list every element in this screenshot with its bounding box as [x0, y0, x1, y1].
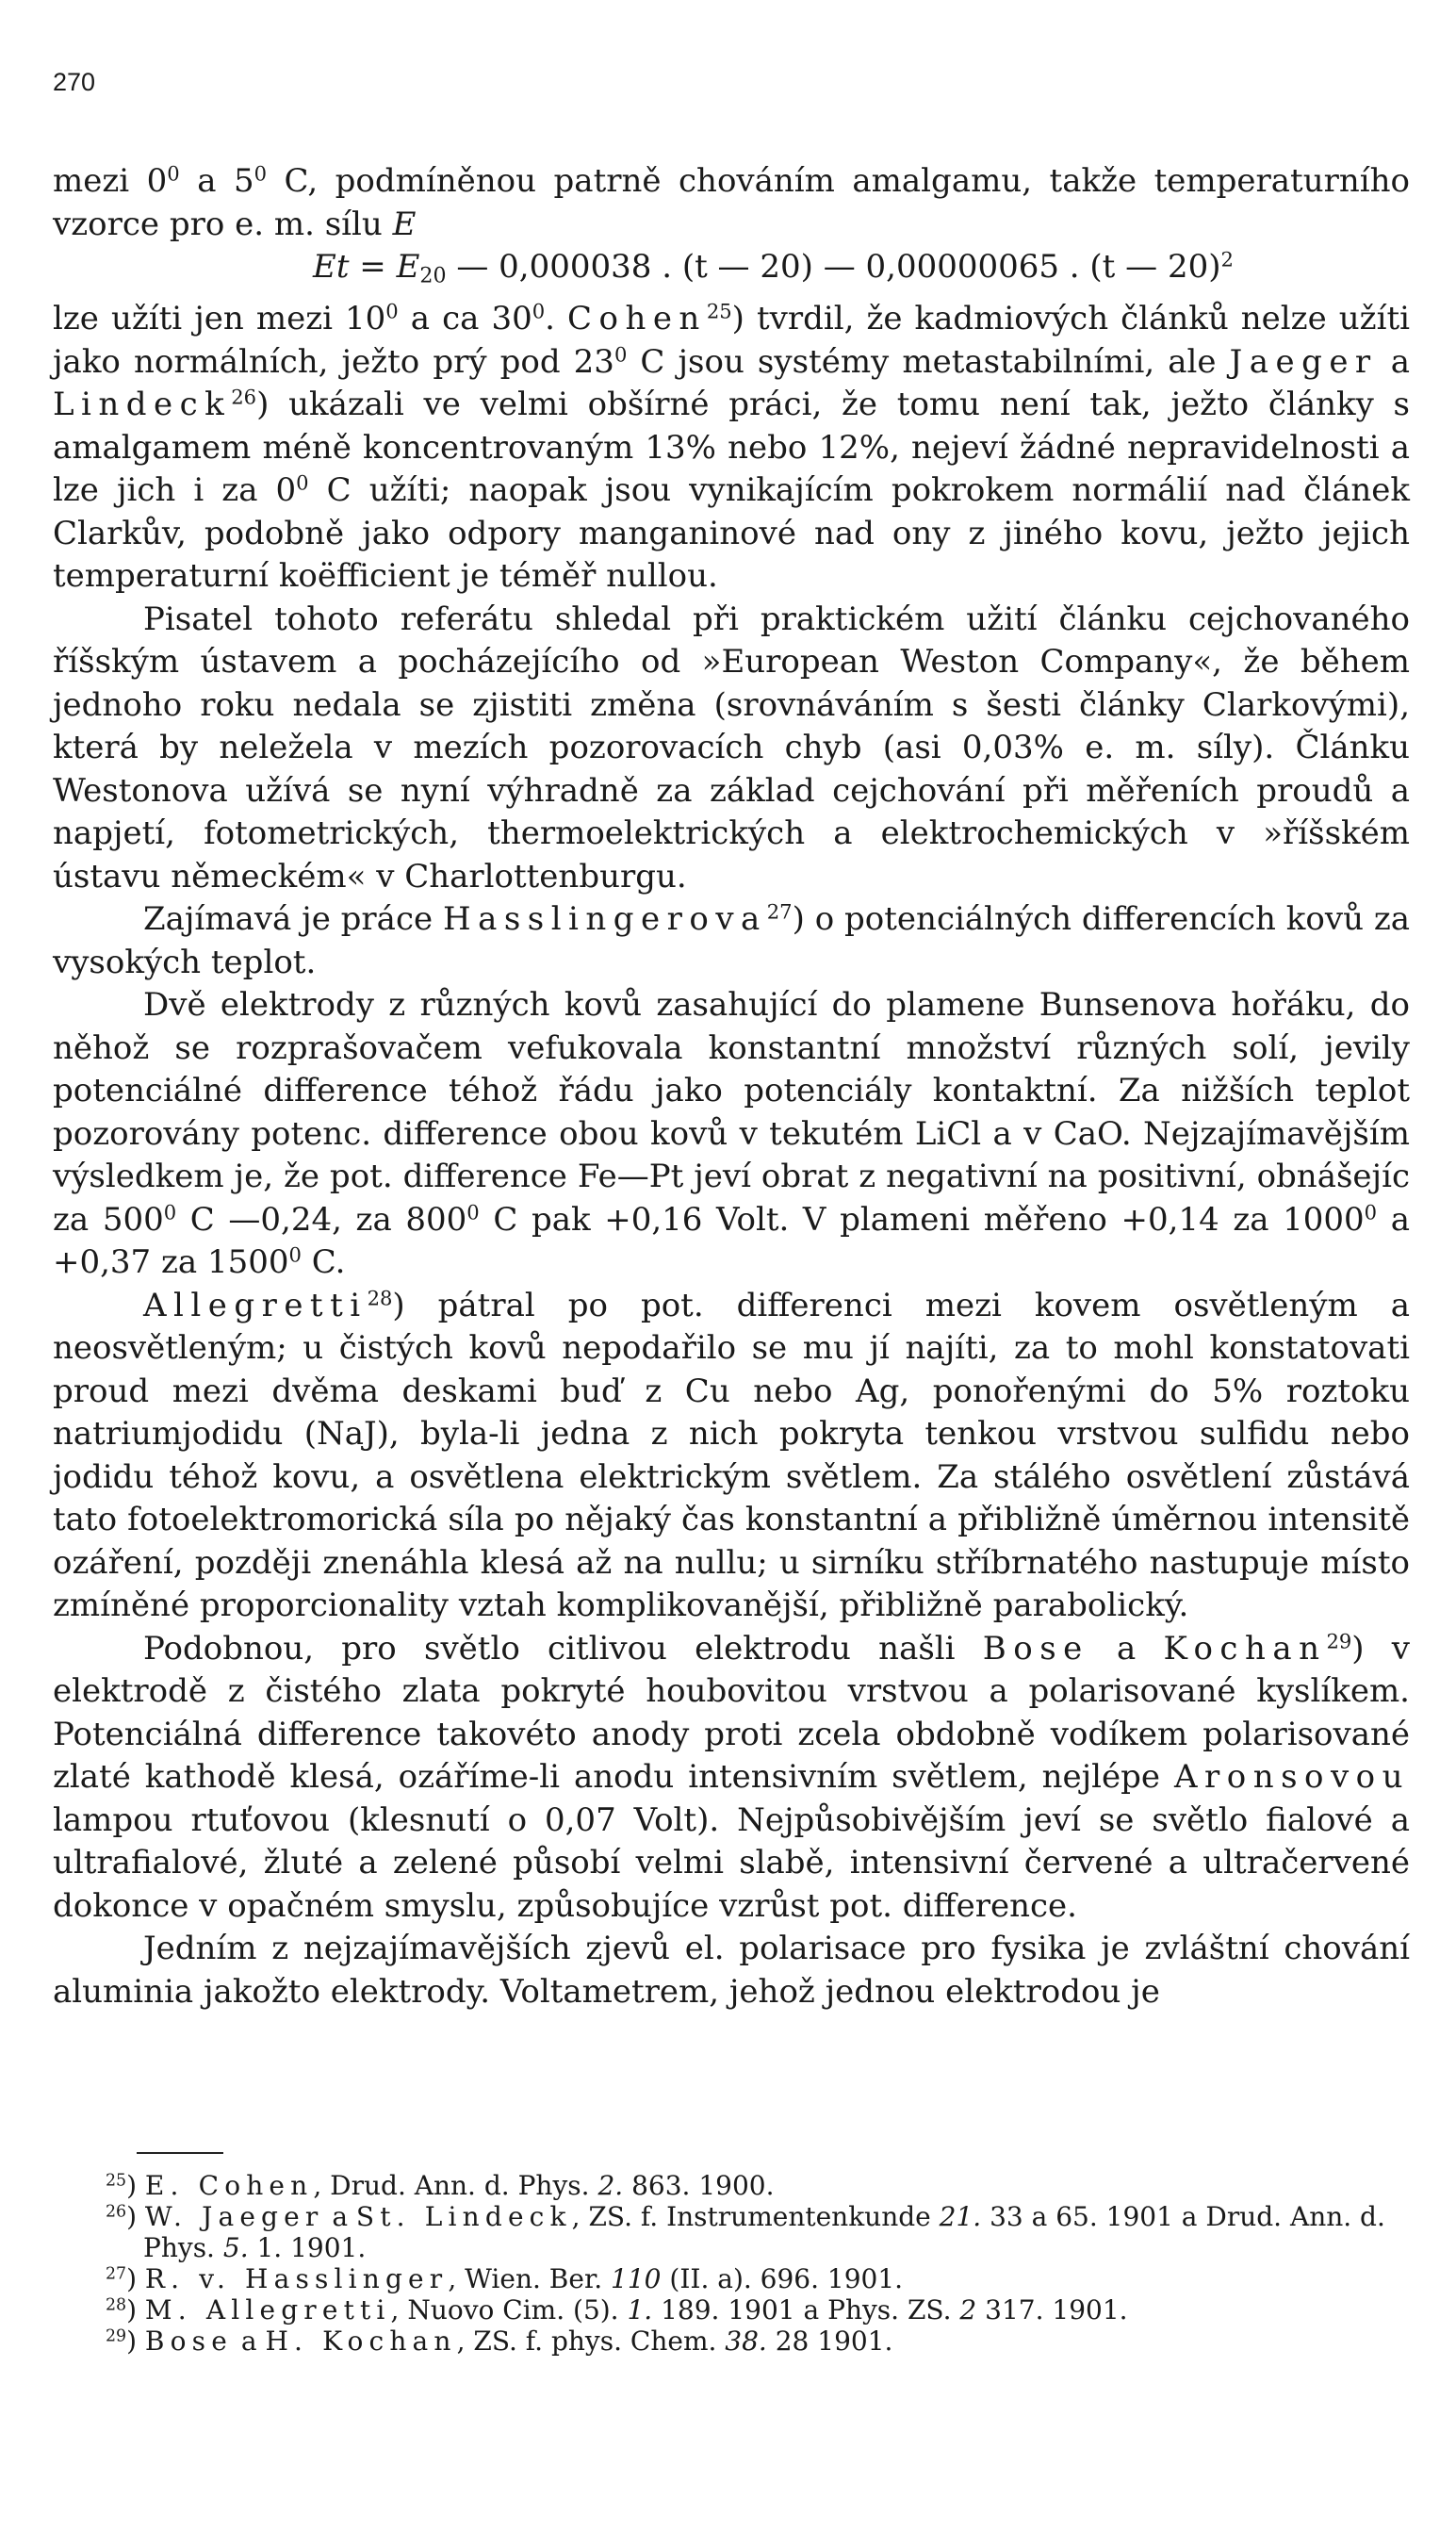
footnote-27: $^{27}$) R. v. Hasslinger, Wien. Ber. 110 (II. a). 696. 1901.	[106, 2263, 904, 2294]
paragraph-4: Zajímavá je práce Hasslingerova$^{27}$) o potenciálných differencích kovů za vysokých teplot.	[53, 899, 1410, 981]
temperature-formula: $Et = E_{20}$ — 0,000038 . (t — 20) — 0,00000065 . (t — 20)$^2$	[313, 247, 1234, 288]
paragraph-5: Dvě elektrody z různých kovů zasahující do plamene Bunsenova hořáku, do něhož se rozprašovačem vefukovala konstantní množství různých solí, jevily potenciálné difference téhož řádu jako potenciály kontaktní. Za nižších teplot pozorovány potenc. difference obou kovů v tekutém LiCl a v CaO. Nejzajímavějším výsledkem je, že pot. difference Fe—Pt jeví obrat z negativní na positivní, obnášejíc za $500^0$ C —0,24, za $800^0$ C pak +0,16 Volt. V plameni měřeno +0,14 za 1000$^0$ a +0,37 za 1500$^0$ C.	[53, 986, 1410, 1282]
footnotes	[53, 2170, 1410, 2357]
author-hasslinger: Hasslingerova	[442, 900, 767, 939]
paragraph-8: Jedním z nejzajímavějších zjevů el. polarisace pro fysika je zvláštní chování aluminia jakožto elektrody. Voltametrem, jehož jednou elektrodou je	[53, 1930, 1410, 2011]
author-jaeger: Jaeger	[1229, 342, 1378, 381]
page-number: 270	[53, 68, 96, 96]
footnote-29: $^{29}$) Bose a H. Kochan, ZS. f. phys. Chem. 38. 28 1901.	[106, 2326, 893, 2357]
paragraph-6: Allegretti$^{28}$) pátral po pot. differenci mezi kovem osvětleným a neosvětleným; u čistých kovů nepodařilo se mu jí najíti, za to mohl konstatovati proud mezi dvěma deskami buď z Cu nebo Ag, ponořenými do 5% roztoku natriumjodidu (NaJ), byla-li jedna z nich pokryta tenkou vrstvou sulfidu nebo jodidu téhož kovu, a osvětlena elektrickým světlem. Za stálého osvětlení zůstává tato fotoelektromorická síla po nějaký čas konstantní a přibližně úměrnou intensitě ozáření, později znenáhla klesá až na nullu; u sirníku stříbrnatého nastupuje místo zmíněné proporcionality vztah komplikovanější, přibližně parabolický.	[53, 1285, 1410, 1625]
author-lindeck: Lindeck	[53, 386, 232, 424]
footnote-ref-25: 25	[706, 299, 732, 323]
footnote-ref-29: 29	[1326, 1628, 1352, 1652]
footnote-ref-28: 28	[367, 1285, 393, 1309]
footnote-28: $^{28}$) M. Allegretti, Nuovo Cim. (5). 1. 189. 1901 a Phys. ZS. 2 317. 1901.	[106, 2294, 1128, 2326]
paragraph-3: Pisatel tohoto referátu shledal při praktickém užití článku cejchovaného říšským ústavem a pocházejícího od »European Weston Company«, že během jednoho roku nedala se zjistiti změna (srovnáváním s šesti články Clarkovými), která by neležela v mezích pozorovacích chyb (asi 0,03% e. m. síly). Článku Westonova užívá se nyní výhradně za základ cejchování při měřeních proudů a napjetí, fotometrických, thermoelektrických a elektrochemických v »říšském ústavu německém« v Charlottenburgu.	[53, 600, 1410, 896]
footnote-ref-26: 26	[231, 385, 257, 409]
footnote-ref-27: 27	[766, 899, 793, 924]
author-bose: Bose	[982, 1629, 1089, 1668]
author-kochan: Kochan	[1163, 1629, 1327, 1668]
body-text	[53, 160, 1410, 2013]
paragraph-7: Podobnou, pro světlo citlivou elektrodu našli Bose a Kochan$^{29}$) v elektrodě z čistého zlata pokryté houbovitou vrstvou a polarisované kyslíkem. Potenciálná difference takovéto anody proti zcela obdobně vodíkem polarisované zlaté kathodě klesá, ozáříme-li anodu intensivním světlem, nejlépe Aronsovou lampou rtuťovou (klesnutí o 0,07 Volt). Nejpůsobivějším jeví se světlo fialové a ultrafialové, žluté a zelené působí velmi slabě, intensivní červené a ultračervené dokonce v opačném smyslu, způsobujíce vzrůst pot. difference.	[53, 1628, 1411, 1925]
paragraph-1: mezi $0^0$ a $5^0$ C, podmíněnou patrně chováním amalgamu, takže temperaturního vzorce pro e. m. sílu E	[53, 161, 1410, 243]
footnote-26: $^{26}$) W. Jaeger a St. Lindeck, ZS. f. Instrumentenkunde 21. 33 a 65. 1901 a Drud. Ann. d. Phys. 5. 1. 1901.	[106, 2201, 1385, 2263]
footnote-25: $^{25}$) E. Cohen, Drud. Ann. d. Phys. 2. 863. 1900.	[106, 2170, 775, 2201]
author-cohen: Cohen	[567, 300, 707, 338]
paragraph-2: lze užíti jen mezi $10^0$ a ca $30^0$. Cohen$^{25}$) tvrdil, že kadmiových článků nelze užíti jako normálních, ježto prý pod $23^0$ C jsou systémy metastabilními, ale Jaeger a Lindeck$^{26}$) ukázali ve velmi obšírné práci, že tomu není tak, ježto články s amalgamem méně koncentrovaným 13% nebo 12%, nejeví žádné nepravidelnosti a lze jich i za $0^0$ C užíti; naopak jsou vynikajícím pokrokem normálií nad článek Clarkův, podobně jako odpory manganinové nad ony z jiného kovu, ježto jejich temperaturní koëfficient je téměř nullou.	[53, 299, 1410, 596]
name-aronsovou: Aronsovou	[1174, 1758, 1410, 1797]
footnote-divider	[137, 2152, 223, 2154]
author-allegretti: Allegretti	[143, 1286, 368, 1324]
